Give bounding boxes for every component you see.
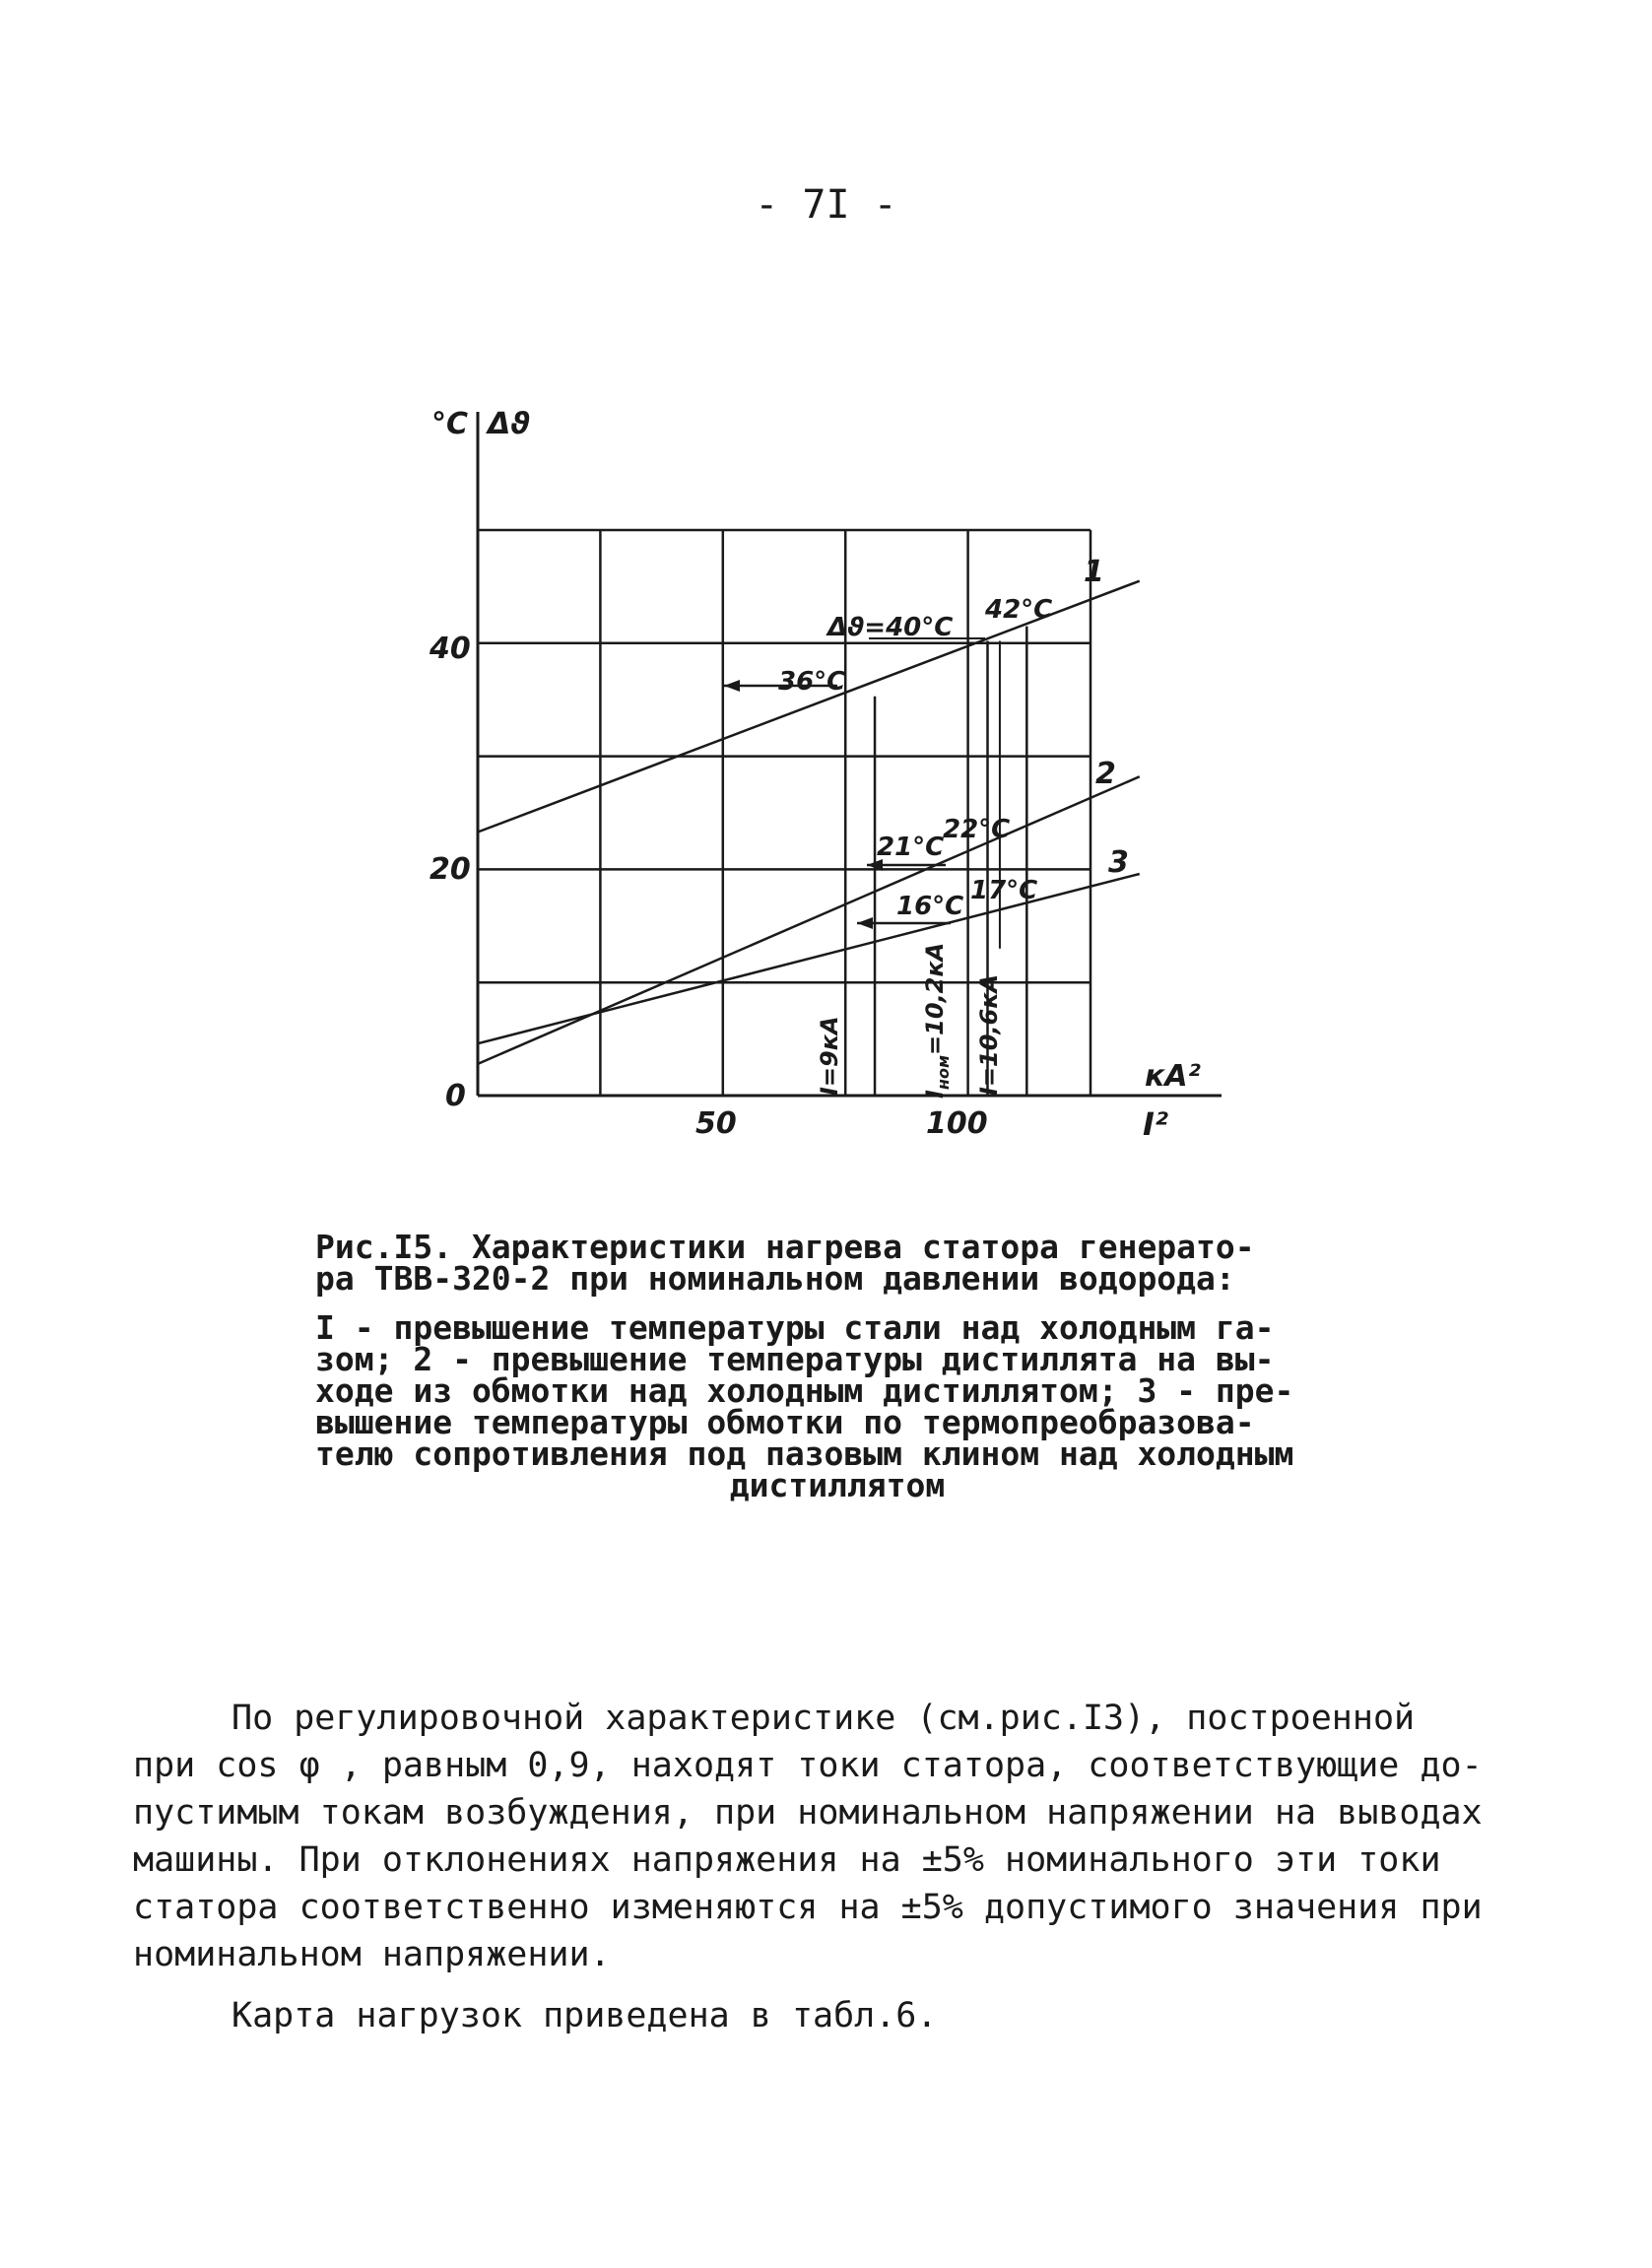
caption-title-line: ра ТВВ-320-2 при номинальном давлении водорода: — [315, 1259, 1235, 1298]
series-line-2 — [478, 776, 1140, 1064]
paragraph-line: Карта нагрузок приведена в табл.6. — [231, 1996, 938, 2035]
paragraph-line: номинальном напряжении. — [133, 1935, 611, 1974]
body-text — [133, 1695, 1532, 2039]
y-axis-unit: °C — [431, 407, 469, 441]
caption-legend-line: зом; 2 - превышение температуры дистиллята на вы- — [315, 1340, 1275, 1378]
chart-axes — [478, 412, 1222, 1096]
figure-caption — [315, 1228, 1359, 1504]
y-tick-label: 40 — [430, 632, 471, 666]
y-tick-label: 20 — [430, 852, 471, 887]
paragraph-line: машины. При отклонениях напряжения на ±5% номинального эти токи — [133, 1840, 1441, 1880]
series-line-3 — [478, 874, 1140, 1043]
annotation-16: 16°C — [896, 892, 964, 921]
annotation-21: 21°C — [877, 833, 945, 862]
paragraph-line: По регулировочной характеристике (см.рис.I3), построенной — [231, 1699, 1416, 1738]
current-label-10-2 — [921, 943, 953, 1099]
annotation-42: 42°C — [985, 595, 1053, 625]
chart-series — [478, 581, 1140, 1064]
arrow-16-head — [857, 917, 873, 929]
caption-legend-line: ходе из обмотки над холодным дистиллятом; 3 - пре- — [315, 1371, 1294, 1410]
series-label: 3 — [1108, 845, 1129, 880]
caption-title-line: Рис.I5. Характеристики нагрева статора генерато- — [315, 1228, 1255, 1266]
page-number: - 7I - — [755, 182, 897, 228]
series-label: 2 — [1095, 757, 1116, 791]
caption-legend-line: вышение температуры обмотки по термопреобразова- — [315, 1403, 1255, 1441]
current-subscript: ном — [934, 1054, 953, 1091]
paragraph-line: пустимым токам возбуждения, при номинальном напряжении на выводах — [133, 1793, 1483, 1833]
paragraph-line: статора соответственно изменяются на ±5% допустимого значения при — [133, 1888, 1483, 1927]
annotation-36: 36°C — [778, 667, 846, 697]
annotation-40: Δϑ=40°C — [827, 613, 954, 642]
x-axis-label: I² — [1143, 1105, 1168, 1143]
x-tick-label: 50 — [695, 1106, 737, 1141]
annotation-22: 22°C — [943, 815, 1011, 844]
y-axis-label: Δϑ — [488, 407, 531, 441]
y-tick-label: 0 — [445, 1079, 466, 1113]
caption-legend-line: I - превышение температуры стали над холодным га- — [315, 1308, 1275, 1347]
paragraph-line: при cos φ , равным 0,9, находят токи статора, соответствующие до- — [133, 1746, 1483, 1785]
current-label-10-6: I=10,6кА — [975, 973, 1003, 1096]
annotation-17: 17°C — [970, 876, 1038, 905]
current-symbol: I — [921, 1090, 949, 1099]
current-value: =10,2кА — [921, 942, 949, 1055]
x-axis-unit: кА² — [1145, 1059, 1201, 1094]
caption-legend-line: телю сопротивления под пазовым клином над холодным — [315, 1434, 1294, 1473]
x-tick-label: 100 — [926, 1106, 988, 1141]
caption-legend — [315, 1308, 1359, 1504]
current-label-9: I=9кА — [816, 1016, 843, 1096]
series-label: 1 — [1084, 555, 1104, 589]
caption-legend-line: дистиллятом — [729, 1466, 946, 1504]
arrow-36-head — [724, 680, 740, 692]
